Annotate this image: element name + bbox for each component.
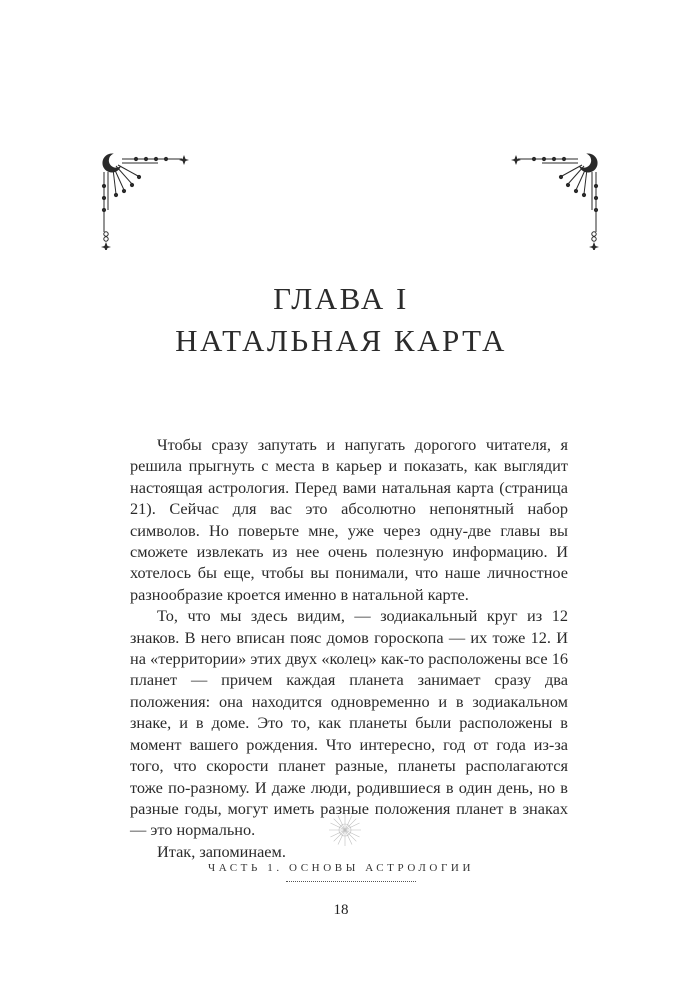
chapter-title: НАТАЛЬНАЯ КАРТА xyxy=(175,323,507,358)
paragraph: Итак, запоминаем. xyxy=(157,841,286,861)
body-text xyxy=(130,434,568,862)
moon-corner-ornament-icon xyxy=(98,150,190,250)
paragraph: Чтобы сразу запутать и напугать дорогого читателя, я решила прыгнуть с места в карьер и показать, как выглядит настоящая астрология. Перед вами натальная карта (страница 21). Сейчас для вас это абсолютно непонятный набор символов. Но поверьте мне, уже через одну-две главы вы сможете извлекать из нее очень полезную информацию. И хотелось бы еще, чтобы вы понимали, что наше личностное разнообразие кроется именно в натальной карте. xyxy=(130,435,568,604)
chapter-number: ГЛАВА I xyxy=(273,281,409,316)
running-footer-title: ЧАСТЬ 1. ОСНОВЫ АСТРОЛОГИИ xyxy=(207,862,474,874)
chapter-heading xyxy=(0,278,682,362)
paragraph: То, что мы здесь видим, — зодиакальный круг из 12 знаков. В него вписан пояс домов гороскопа — их тоже 12. И на «территории» этих двух «колец» как-то расположены все 16 планет — причем каждая планета занимает сразу два положения: она находится одновременно и в зодиакальном знаке, и в доме. Это то, как планеты были расположены в момент вашего рождения. Что интересно, год от года из-за того, что скорости планет разные, планеты располагаются тоже по-разному. И даже люди, родившиеся в один день, но в разные годы, могут иметь разные положения планет в знаках — это нормально. xyxy=(130,606,568,840)
dotted-divider xyxy=(286,877,416,882)
starburst-icon xyxy=(327,812,363,848)
moon-corner-ornament-icon xyxy=(510,150,602,250)
page-number: 18 xyxy=(333,902,349,918)
